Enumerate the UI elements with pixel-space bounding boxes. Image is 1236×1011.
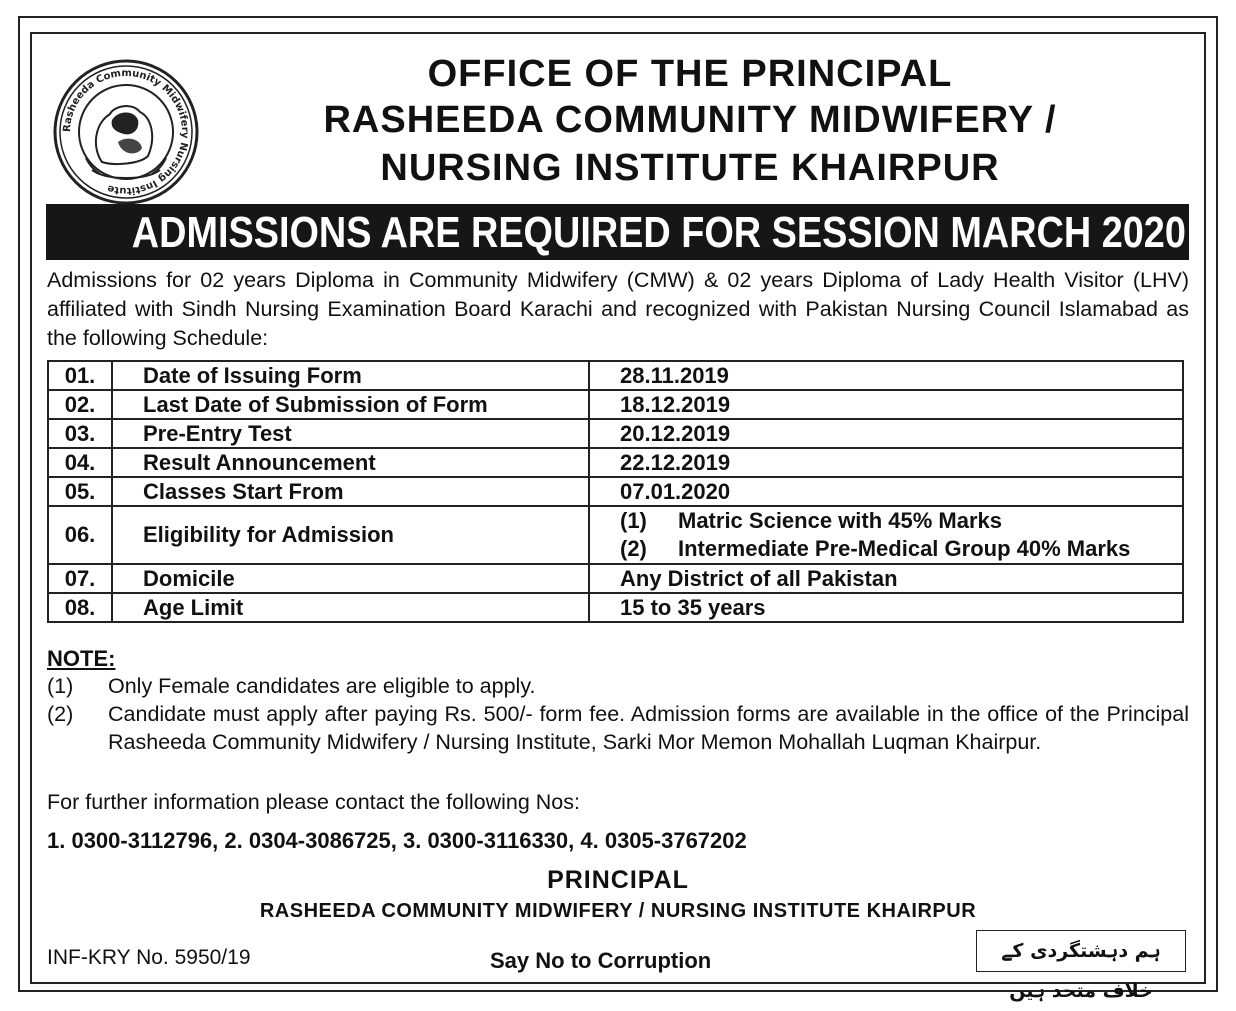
table-row [48,564,1183,593]
table-row [48,361,1183,390]
intro-paragraph: Admissions for 02 years Diploma in Community Midwifery (CMW) & 02 years Diploma of Lady Health Visitor (LHV) affiliated with Sindh Nursing Examination Board Karachi and recognized with Pakistan Nursing Council Islamabad as the following Schedule: [47,268,1189,350]
eligibility-number: (1) [620,508,647,533]
note-text: Candidate must apply after paying Rs. 500/- form fee. Admission forms are available in the office of the Principal Rasheeda Community Midwifery / Nursing Institute, Sarki Mor Memon Mohallah Luqman Khairpur. [108,702,1189,754]
row-item: Age Limit [112,593,589,622]
urdu-slogan-box: ہم دہشتگردی کے خلاف متحد ہیں [976,930,1186,972]
institute-logo [52,58,200,206]
note-text: Only Female candidates are eligible to apply. [108,674,536,698]
anti-corruption-slogan: Say No to Corruption [490,948,712,973]
note-title: NOTE: [47,646,116,671]
table-row [48,448,1183,477]
row-value: 28.11.2019 [589,361,1183,390]
row-item: Domicile [112,564,589,593]
table-row [48,390,1183,419]
header-institute-line2: NURSING INSTITUTE KHAIRPUR [380,147,1000,189]
row-number: 05. [48,477,112,506]
row-number: 01. [48,361,112,390]
row-item: Last Date of Submission of Form [112,390,589,419]
admission-banner [46,204,1189,260]
row-number: 07. [48,564,112,593]
row-value: 22.12.2019 [589,448,1183,477]
row-value: Any District of all Pakistan [589,564,1183,593]
row-item: Eligibility for Admission [112,506,589,564]
table-row [48,477,1183,506]
row-item: Result Announcement [112,448,589,477]
row-number: 02. [48,390,112,419]
row-item: Classes Start From [112,477,589,506]
row-value: 07.01.2020 [589,477,1183,506]
row-value [589,506,1183,564]
header-office: OFFICE OF THE PRINCIPAL [427,53,953,95]
row-item: Date of Issuing Form [112,361,589,390]
logo-ring-text: Rasheeda Community Midwifery Nursing Institute [61,67,191,197]
eligibility-line [620,535,1182,563]
eligibility-text: Intermediate Pre-Medical Group 40% Marks [678,536,1131,561]
signature-institute: RASHEEDA COMMUNITY MIDWIFERY / NURSING INSTITUTE KHAIRPUR [259,900,977,922]
row-number: 06. [48,506,112,564]
eligibility-text: Matric Science with 45% Marks [678,508,1003,533]
contact-label: For further information please contact the following Nos: [47,790,580,814]
table-row [48,506,1183,564]
row-value: 20.12.2019 [589,419,1183,448]
note-item [47,700,1189,756]
row-value: 18.12.2019 [589,390,1183,419]
table-row [48,593,1183,622]
signature-title: PRINCIPAL [547,866,689,894]
eligibility-number: (2) [620,536,647,561]
note-number: (2) [47,702,74,726]
row-number: 08. [48,593,112,622]
eligibility-line [620,507,1182,535]
table-row [48,419,1183,448]
row-value: 15 to 35 years [589,593,1183,622]
header-institute-line1: RASHEEDA COMMUNITY MIDWIFERY / [323,99,1057,141]
schedule-table [47,360,1184,623]
note-item [47,672,1189,700]
row-item: Pre-Entry Test [112,419,589,448]
row-number: 04. [48,448,112,477]
reference-number: INF-KRY No. 5950/19 [47,946,251,969]
note-number: (1) [47,674,74,698]
row-number: 03. [48,419,112,448]
admission-banner-text: ADMISSIONS ARE REQUIRED FOR SESSION MARCH 2020 [131,208,1186,257]
contact-numbers: 1. 0300-3112796, 2. 0304-3086725, 3. 0300-3116330, 4. 0305-3767202 [47,828,747,853]
